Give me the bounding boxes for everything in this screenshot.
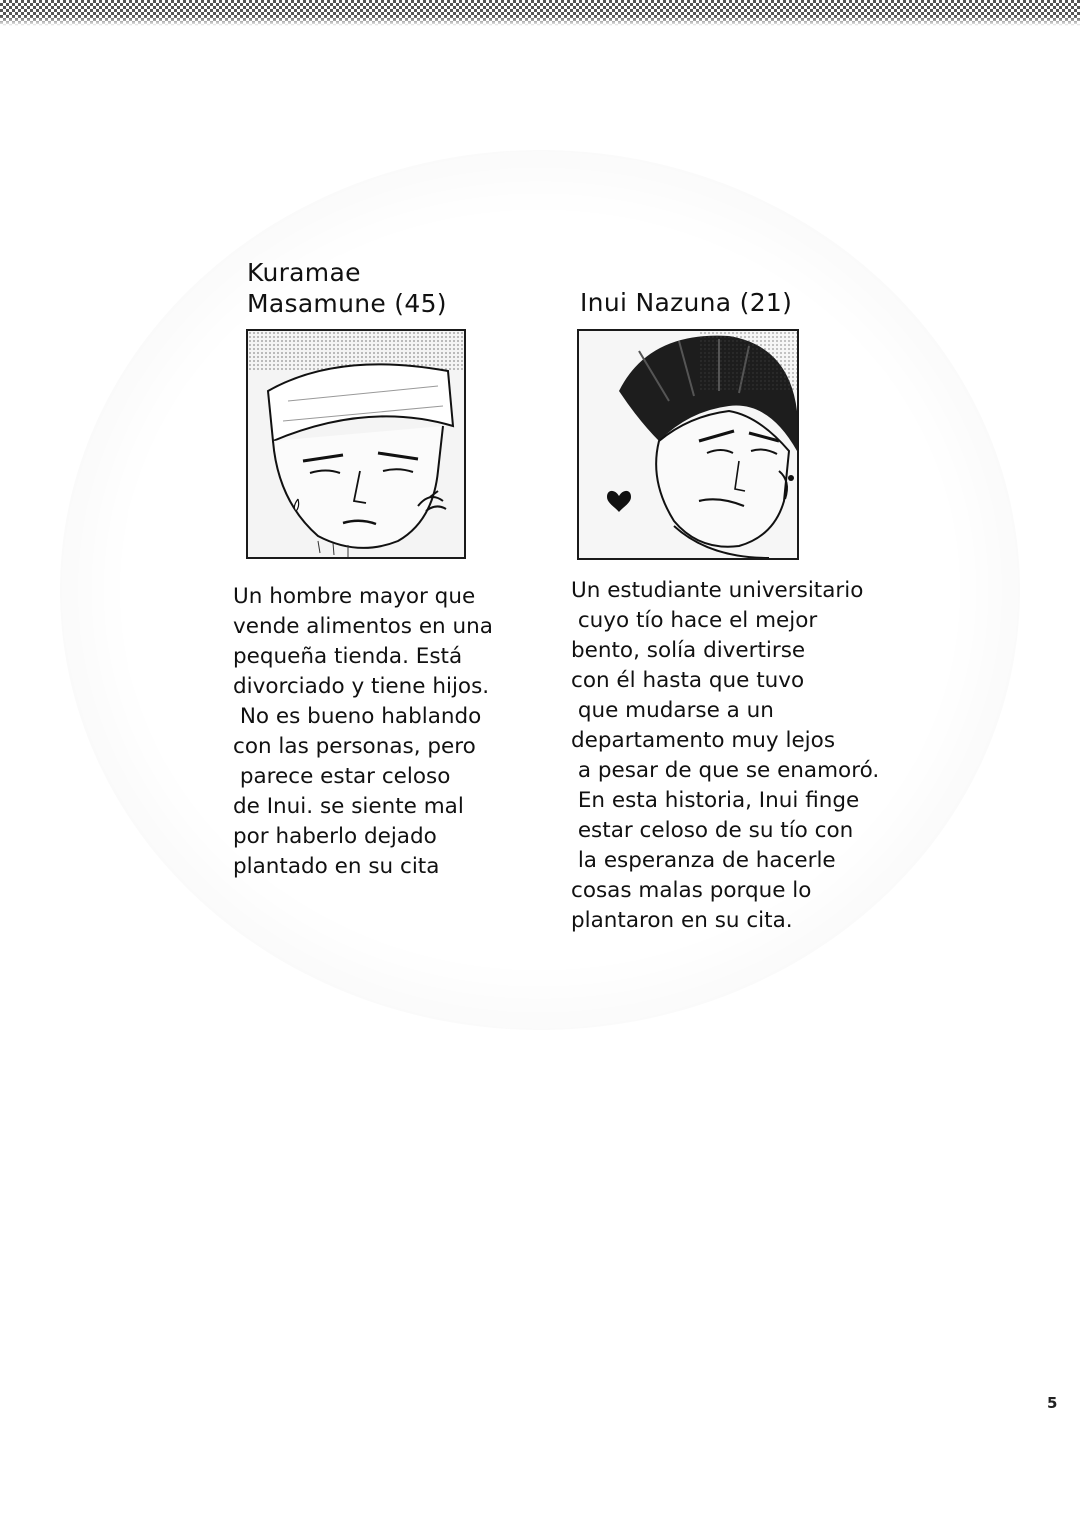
description-line: con las personas, pero xyxy=(233,734,476,759)
description-line: Un hombre mayor que xyxy=(233,584,476,609)
description-line: la esperanza de hacerle xyxy=(571,848,836,873)
description-line: cuyo tío hace el mejor xyxy=(571,608,818,633)
description-line: bento, solía divertirse xyxy=(571,638,806,663)
description-line: a pesar de que se enamoró. xyxy=(571,758,880,783)
man-with-headband-portrait-icon xyxy=(248,331,464,557)
description-line: estar celoso de su tío con xyxy=(571,818,854,843)
description-line: parece estar celoso xyxy=(233,764,451,789)
description-line: con él hasta que tuvo xyxy=(571,668,805,693)
halftone-top-border xyxy=(0,0,1080,26)
description-line: por haberlo dejado xyxy=(233,824,437,849)
character-name-line: Inui Nazuna (21) xyxy=(580,288,793,317)
description-line: departamento muy lejos xyxy=(571,728,836,753)
page-number: 5 xyxy=(1047,1394,1058,1412)
character-name-line: Masamune (45) xyxy=(247,289,447,318)
young-man-with-heart-portrait-icon xyxy=(579,331,797,558)
description-line: divorciado y tiene hijos. xyxy=(233,674,490,699)
description-line: de Inui. se siente mal xyxy=(233,794,464,819)
description-line: plantado en su cita xyxy=(233,854,440,879)
character-name-kuramae xyxy=(247,257,487,319)
description-line: que mudarse a un xyxy=(571,698,774,723)
description-line: En esta historia, Inui finge xyxy=(571,788,860,813)
description-line: cosas malas porque lo xyxy=(571,878,812,903)
description-line: pequeña tienda. Está xyxy=(233,644,463,669)
character-description-kuramae xyxy=(233,582,533,882)
description-line: No es bueno hablando xyxy=(233,704,482,729)
character-description-inui xyxy=(571,576,931,936)
character-name-inui xyxy=(580,287,840,318)
description-line: plantaron en su cita. xyxy=(571,908,793,933)
description-line: Un estudiante universitario xyxy=(571,578,864,603)
portrait-kuramae xyxy=(246,329,466,559)
character-name-line: Kuramae xyxy=(247,258,361,287)
description-line: vende alimentos en una xyxy=(233,614,493,639)
portrait-inui xyxy=(577,329,799,560)
